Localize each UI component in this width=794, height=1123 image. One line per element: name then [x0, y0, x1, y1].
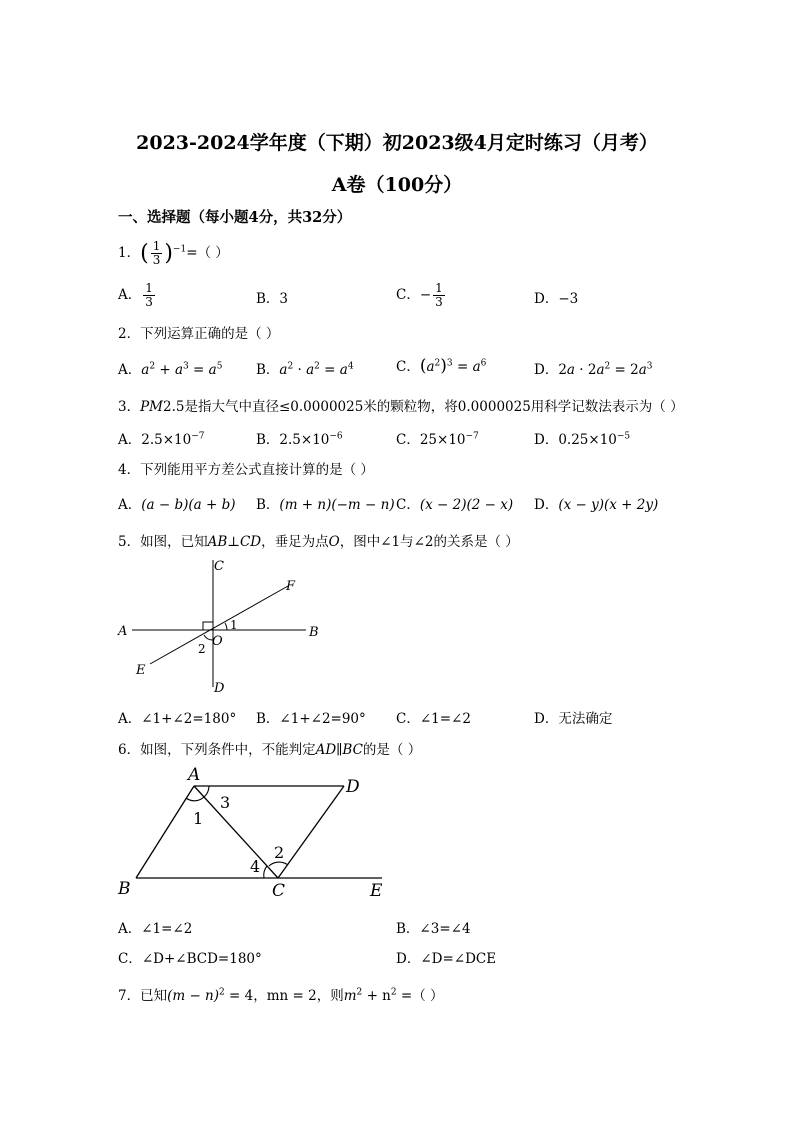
q2-option-b: B．$a^2 \cdot a^2 = a^4$ [256, 361, 354, 378]
q5-figure [110, 552, 330, 697]
q1-fraction: $\frac{1}{3}$ [152, 239, 161, 267]
q4-option-c: C．(x − 2)(2 − x) [396, 497, 514, 513]
question-3: 3．PM2.5是指大气中直径≤0.0000025米的颗粒物，将0.0000025用科学记数法表示为（ ） [118, 399, 684, 415]
q1-exponent: −1 [172, 244, 187, 255]
angle-1-arc [225, 623, 227, 630]
question-2: 2．下列运算正确的是（ ） [118, 326, 280, 342]
label-c: C [272, 881, 286, 901]
q1-option-b: B．3 [256, 291, 289, 307]
q6-option-c: C．∠D+∠BCD=180° [118, 951, 262, 967]
label-angle-2: 2 [274, 843, 285, 862]
angle-2-arc [269, 862, 288, 866]
label-a: A [188, 765, 201, 785]
label-o: O [212, 634, 223, 649]
label-d: D [214, 681, 225, 696]
q4-option-a: A．(a − b)(a + b) [118, 497, 236, 513]
label-e: E [370, 881, 383, 901]
q1-option-a: A． $\frac{1}{3}$ [118, 281, 153, 309]
q5-option-d: D．无法确定 [534, 711, 613, 727]
q1-number: 1． [118, 245, 141, 261]
q6-figure [112, 762, 402, 904]
label-f: F [286, 579, 296, 594]
label-angle-1: 1 [230, 618, 238, 632]
q4-option-d: D．(x − y)(x + 2y) [534, 497, 659, 513]
label-d: D [346, 777, 360, 797]
section-heading: 一、选择题（每小题4分，共32分） [118, 209, 352, 226]
label-a: A [118, 624, 128, 639]
q3-option-c: C．$25\times 10^{-7}$ [396, 431, 479, 448]
segment-cd [278, 786, 344, 878]
q4-option-b: B．(m + n)(−m − n) [256, 497, 395, 513]
question-7: 7．已知$(m - n)^2 = 4$，mn = 2，则$m^2 + n^2$ =（ ） [118, 987, 444, 1004]
q1-option-d: D．−3 [534, 291, 579, 307]
segment-ab [136, 786, 194, 878]
q3-option-a: A．$2.5\times 10^{-7}$ [118, 431, 205, 448]
q5-option-c: C．∠1=∠2 [396, 711, 471, 727]
q6-option-b: B．∠3=∠4 [396, 921, 471, 937]
label-e: E [136, 663, 146, 678]
q6-option-d: D．∠D=∠DCE [396, 951, 497, 967]
question-1: 1．( $\frac{1}{3}$ )$^{-1}$=（ ） [118, 239, 229, 267]
angle-4-arc [264, 866, 267, 878]
q2-option-a: A．$a^2 + a^3 = a^5$ [118, 361, 223, 378]
label-b: B [118, 879, 131, 899]
angle-1-arc [186, 797, 204, 801]
q1-tail: =（ ） [186, 245, 229, 261]
label-angle-2: 2 [198, 642, 206, 656]
question-5: 5．如图，已知AB⊥CD，垂足为点O，图中∠1与∠2的关系是（ ） [118, 534, 519, 550]
angle-3-arc [204, 786, 209, 797]
label-c: C [214, 559, 224, 574]
q2-option-d: D．$2a \cdot 2a^2 = 2a^3$ [534, 361, 653, 378]
label-angle-4: 4 [250, 857, 261, 876]
question-6: 6．如图，下列条件中，不能判定AD∥BC的是（ ） [118, 742, 422, 758]
q2-option-c: C．$(a^2)^3 = a^6$ [396, 356, 487, 376]
q6-option-a: A．∠1=∠2 [118, 921, 193, 937]
label-b: B [309, 625, 319, 640]
q1-option-c: C．− $\frac{1}{3}$ [396, 281, 443, 309]
exam-title: 2023-2024学年度（下期）初2023级4月定时练习（月考） [136, 132, 658, 154]
q3-option-b: B．$2.5\times 10^{-6}$ [256, 431, 343, 448]
label-angle-1: 1 [193, 809, 204, 828]
q3-option-d: D．$0.25\times 10^{-5}$ [534, 431, 631, 448]
q5-option-b: B．∠1+∠2=90° [256, 711, 366, 727]
label-angle-3: 3 [220, 793, 231, 812]
line-ef [150, 586, 288, 664]
q5-option-a: A．∠1+∠2=180° [118, 711, 237, 727]
segment-ac [194, 786, 278, 878]
exam-subtitle: A卷（100分） [331, 174, 463, 196]
question-4: 4．下列能用平方差公式直接计算的是（ ） [118, 462, 374, 478]
